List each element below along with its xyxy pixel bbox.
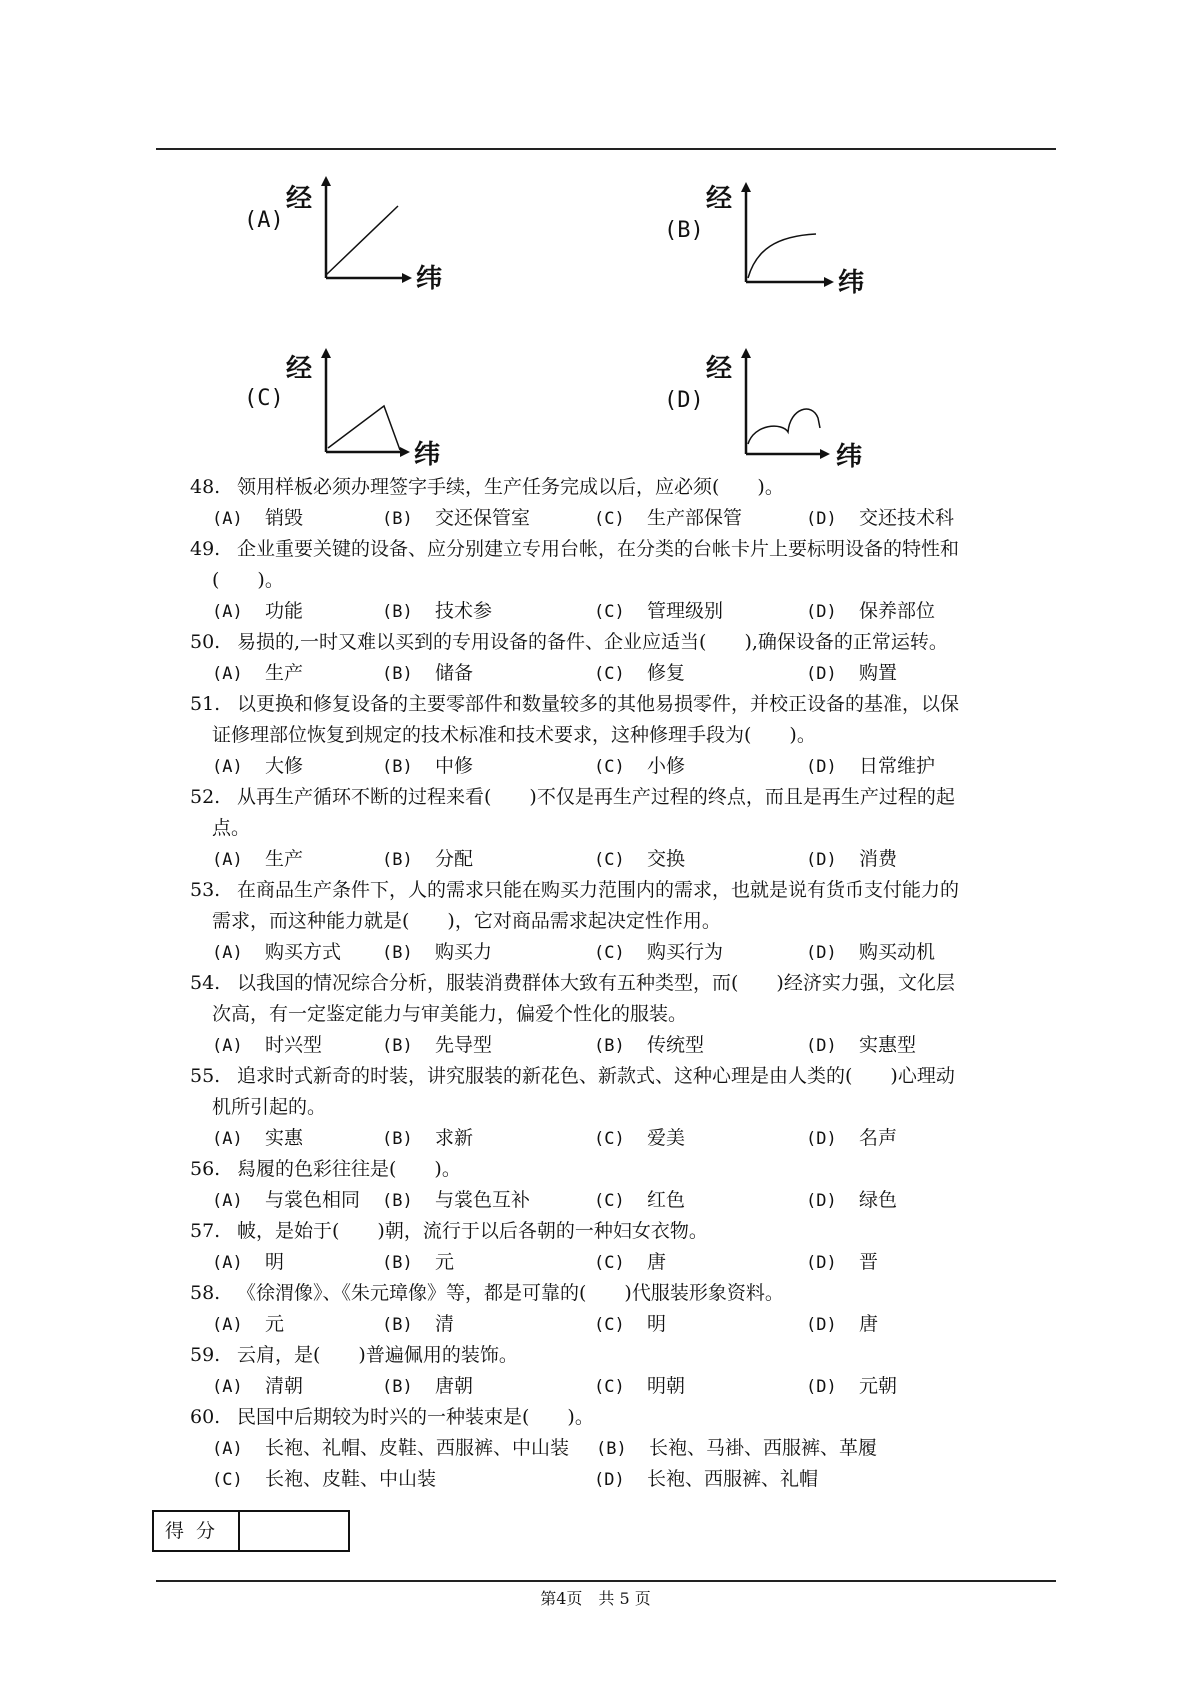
question-text: 易损的,一时又难以买到的专用设备的备件、企业应适当( ),确保设备的正常运转。	[237, 631, 948, 653]
question-stem	[190, 472, 1060, 503]
option-letter: (B)	[382, 509, 413, 529]
option-letter: (D)	[806, 1315, 837, 1335]
option-text: 中修	[435, 755, 474, 777]
option-letter: (C)	[212, 1470, 243, 1490]
options-row	[190, 658, 1060, 689]
option-letter: (D)	[806, 757, 837, 777]
answer-option	[382, 596, 492, 628]
option-letter: (D)	[806, 943, 837, 963]
answer-option	[806, 1247, 878, 1279]
question-number: 56.	[190, 1158, 221, 1180]
option-letter: (A)	[212, 1191, 243, 1211]
option-letter: (C)	[594, 1191, 625, 1211]
option-text: 名声	[859, 1127, 898, 1149]
question-text: ( )。	[212, 569, 284, 591]
question-number: 54.	[190, 972, 221, 994]
answer-option	[212, 1371, 303, 1403]
question-stem	[190, 1340, 1060, 1371]
question-stem-continued	[190, 565, 1060, 596]
answer-option	[212, 937, 341, 969]
answer-option	[382, 844, 473, 876]
option-text: 购买方式	[265, 941, 342, 963]
question-item	[190, 1154, 1060, 1216]
question-stem-continued	[190, 813, 1060, 844]
question-stem	[190, 968, 1060, 999]
option-letter: (C)	[594, 757, 625, 777]
answer-option	[594, 596, 723, 628]
question-stem	[190, 782, 1060, 813]
option-text: 元朝	[859, 1375, 898, 1397]
option-letter: (A)	[212, 1253, 243, 1273]
option-text: 元	[265, 1313, 285, 1335]
answer-option	[806, 937, 935, 969]
answer-option	[596, 1433, 877, 1465]
option-text: 时兴型	[265, 1034, 323, 1056]
option-text: 先导型	[435, 1034, 493, 1056]
answer-option	[594, 844, 685, 876]
option-letter: (D)	[806, 1253, 837, 1273]
question-stem-continued	[190, 720, 1060, 751]
option-letter: (C)	[594, 1253, 625, 1273]
option-text: 交还技术科	[859, 507, 955, 529]
answer-option	[212, 1309, 284, 1341]
option-letter: (A)	[212, 1129, 243, 1149]
question-number: 53.	[190, 879, 221, 901]
answer-option	[594, 1123, 685, 1155]
option-letter: (B)	[382, 943, 413, 963]
option-text: 交换	[647, 848, 686, 870]
option-text: 元	[435, 1251, 455, 1273]
option-letter: (B)	[382, 1377, 413, 1397]
question-number: 58.	[190, 1282, 221, 1304]
answer-option	[806, 503, 954, 535]
options-row	[190, 1464, 1060, 1495]
option-letter: (D)	[806, 1036, 837, 1056]
question-item	[190, 534, 1060, 627]
options-row	[190, 503, 1060, 534]
options-row	[190, 1185, 1060, 1216]
option-text: 储备	[435, 662, 474, 684]
option-letter: (D)	[806, 602, 837, 622]
x-axis-label: 纬	[838, 268, 865, 298]
option-text: 明	[265, 1251, 285, 1273]
option-text: 销毁	[265, 507, 304, 529]
question-number: 60.	[190, 1406, 221, 1428]
option-letter: (B)	[382, 664, 413, 684]
answer-option	[212, 596, 303, 628]
answer-option	[212, 1123, 303, 1155]
page-footer: 第4页 共 5 页	[540, 1589, 651, 1608]
options-row	[190, 1030, 1060, 1061]
option-letter: (A)	[212, 1439, 243, 1459]
option-letter: (A)	[212, 1315, 243, 1335]
answer-option	[212, 1030, 322, 1062]
answer-option	[806, 1030, 916, 1062]
option-text: 交还保管室	[435, 507, 531, 529]
question-item	[190, 968, 1060, 1061]
option-text: 管理级别	[647, 600, 724, 622]
option-text: 修复	[647, 662, 686, 684]
question-item	[190, 627, 1060, 689]
question-stem-continued	[190, 906, 1060, 937]
graph-label: (D)	[664, 388, 704, 413]
question-stem-continued	[190, 999, 1060, 1030]
option-letter: (A)	[212, 757, 243, 777]
question-text: 企业重要关键的设备、应分别建立专用台帐，在分类的台帐卡片上要标明设备的特性和	[237, 538, 960, 560]
options-row	[190, 1309, 1060, 1340]
option-text: 技术参	[435, 600, 493, 622]
option-letter: (C)	[594, 1315, 625, 1335]
option-letter: (C)	[594, 943, 625, 963]
question-text: 云肩，是( )普遍佩用的装饰。	[237, 1344, 518, 1366]
answer-option	[806, 844, 897, 876]
question-stem	[190, 1154, 1060, 1185]
question-item	[190, 1402, 1060, 1495]
graph-a	[244, 178, 544, 318]
question-number: 52.	[190, 786, 221, 808]
answer-option	[594, 937, 723, 969]
option-letter: (B)	[382, 1191, 413, 1211]
answer-option	[212, 844, 303, 876]
options-row	[190, 1247, 1060, 1278]
option-text: 生产	[265, 848, 304, 870]
question-stem-continued	[190, 1092, 1060, 1123]
answer-option	[806, 658, 897, 690]
question-item	[190, 1061, 1060, 1154]
option-text: 实惠型	[859, 1034, 917, 1056]
y-axis-label: 经	[286, 354, 313, 384]
answer-option	[212, 751, 303, 783]
question-number: 49.	[190, 538, 221, 560]
option-letter: (B)	[596, 1439, 627, 1459]
question-text: 机所引起的。	[212, 1096, 327, 1118]
question-text: 次高，有一定鉴定能力与审美能力，偏爱个性化的服装。	[212, 1003, 688, 1025]
answer-option	[382, 1247, 454, 1279]
options-row	[190, 937, 1060, 968]
graph-label: (A)	[244, 208, 284, 233]
answer-option	[594, 503, 742, 535]
option-text: 生产	[265, 662, 304, 684]
question-number: 50.	[190, 631, 221, 653]
option-text: 唐朝	[435, 1375, 474, 1397]
option-letter: (B)	[382, 850, 413, 870]
option-letter: (A)	[212, 509, 243, 529]
answer-option	[806, 596, 935, 628]
question-text: 证修理部位恢复到规定的技术标准和技术要求，这种修理手段为( )。	[212, 724, 816, 746]
question-item	[190, 1216, 1060, 1278]
question-stem	[190, 1402, 1060, 1433]
options-row	[190, 751, 1060, 782]
answer-option	[594, 1371, 685, 1403]
answer-option	[806, 1185, 897, 1217]
option-letter: (D)	[806, 1129, 837, 1149]
y-axis-label: 经	[706, 354, 733, 384]
answer-option	[594, 1030, 704, 1062]
option-text: 长袍、马褂、西服裤、革履	[649, 1437, 878, 1459]
option-letter: (B)	[382, 602, 413, 622]
options-row	[190, 596, 1060, 627]
option-text: 清	[435, 1313, 455, 1335]
option-letter: (C)	[594, 1377, 625, 1397]
answer-option	[382, 1123, 473, 1155]
option-text: 求新	[435, 1127, 474, 1149]
option-text: 明	[647, 1313, 667, 1335]
footer-rule	[156, 1580, 1056, 1582]
answer-option	[594, 1247, 666, 1279]
option-text: 购买动机	[859, 941, 936, 963]
answer-option	[382, 751, 473, 783]
answer-option	[594, 1185, 685, 1217]
score-label: 得分	[154, 1512, 240, 1550]
options-row	[190, 1433, 1060, 1464]
answer-option	[806, 751, 935, 783]
question-text: 需求，而这种能力就是( )，它对商品需求起决定性作用。	[212, 910, 721, 932]
graph-label: (C)	[244, 386, 284, 411]
answer-option	[212, 658, 303, 690]
option-text: 购置	[859, 662, 898, 684]
answer-option	[806, 1123, 897, 1155]
question-text: 帔，是始于( )朝，流行于以后各朝的一种妇女衣物。	[237, 1220, 708, 1242]
option-text: 大修	[265, 755, 304, 777]
answer-option	[594, 751, 685, 783]
graph-d	[664, 348, 964, 488]
header-rule	[156, 148, 1056, 150]
question-number: 48.	[190, 476, 221, 498]
question-text: 领用样板必须办理签字手续，生产任务完成以后，应必须( )。	[237, 476, 784, 498]
answer-option	[382, 1371, 473, 1403]
question-stem	[190, 1216, 1060, 1247]
option-letter: (B)	[382, 757, 413, 777]
option-letter: (B)	[382, 1315, 413, 1335]
option-text: 消费	[859, 848, 898, 870]
question-text: 在商品生产条件下，人的需求只能在购买力范围内的需求，也就是说有货币支付能力的	[237, 879, 960, 901]
answer-option	[382, 1185, 530, 1217]
question-number: 51.	[190, 693, 221, 715]
question-text: 民国中后期较为时兴的一种装束是( )。	[237, 1406, 594, 1428]
question-item	[190, 1278, 1060, 1340]
option-text: 长袍、皮鞋、中山装	[265, 1468, 437, 1490]
question-text: 以我国的情况综合分析，服装消费群体大致有五种类型，而( )经济实力强，文化层	[237, 972, 955, 994]
question-stem	[190, 627, 1060, 658]
option-text: 明朝	[647, 1375, 686, 1397]
option-text: 小修	[647, 755, 686, 777]
answer-option	[212, 1433, 569, 1465]
option-text: 长袍、西服裤、礼帽	[647, 1468, 819, 1490]
question-item	[190, 472, 1060, 534]
x-axis-label: 纬	[416, 264, 443, 294]
option-letter: (A)	[212, 850, 243, 870]
option-text: 购买力	[435, 941, 493, 963]
option-letter: (B)	[594, 1036, 625, 1056]
option-letter: (C)	[594, 1129, 625, 1149]
answer-option	[212, 1185, 360, 1217]
graph-c	[244, 348, 544, 488]
option-letter: (B)	[382, 1036, 413, 1056]
options-row	[190, 1371, 1060, 1402]
question-stem	[190, 534, 1060, 565]
option-text: 功能	[265, 600, 304, 622]
question-item	[190, 782, 1060, 875]
answer-option	[806, 1371, 897, 1403]
answer-option	[594, 658, 685, 690]
option-letter: (A)	[212, 1036, 243, 1056]
option-letter: (D)	[806, 664, 837, 684]
question-item	[190, 1340, 1060, 1402]
y-axis-label: 经	[286, 184, 313, 214]
option-letter: (A)	[212, 664, 243, 684]
answer-option	[594, 1309, 666, 1341]
option-letter: (A)	[212, 1377, 243, 1397]
option-text: 红色	[647, 1189, 686, 1211]
question-number: 57.	[190, 1220, 221, 1242]
option-letter: (D)	[594, 1470, 625, 1490]
option-text: 生产部保管	[647, 507, 743, 529]
option-letter: (A)	[212, 602, 243, 622]
score-box	[152, 1510, 350, 1552]
answer-option	[212, 1464, 436, 1496]
option-text: 传统型	[647, 1034, 705, 1056]
option-letter: (D)	[806, 1191, 837, 1211]
option-letter: (A)	[212, 943, 243, 963]
option-text: 长袍、礼帽、皮鞋、西服裤、中山装	[265, 1437, 570, 1459]
option-letter: (D)	[806, 1377, 837, 1397]
question-stem	[190, 689, 1060, 720]
option-text: 晋	[859, 1251, 879, 1273]
x-axis-label: 纬	[836, 442, 863, 472]
option-text: 分配	[435, 848, 474, 870]
options-row	[190, 844, 1060, 875]
graph-label: (B)	[664, 218, 704, 243]
answer-option	[594, 1464, 818, 1496]
option-letter: (C)	[594, 602, 625, 622]
option-text: 与裳色互补	[435, 1189, 531, 1211]
answer-option	[382, 1030, 492, 1062]
question-text: 《徐渭像》、《朱元璋像》等，都是可靠的( )代服装形象资料。	[237, 1282, 784, 1304]
option-text: 爱美	[647, 1127, 686, 1149]
option-text: 与裳色相同	[265, 1189, 361, 1211]
answer-option	[382, 937, 492, 969]
answer-option	[212, 503, 303, 535]
answer-option	[806, 1309, 878, 1341]
option-letter: (B)	[382, 1253, 413, 1273]
question-text: 从再生产循环不断的过程来看( )不仅是再生产过程的终点，而且是再生产过程的起	[237, 786, 955, 808]
question-number: 59.	[190, 1344, 221, 1366]
option-letter: (C)	[594, 664, 625, 684]
option-text: 实惠	[265, 1127, 304, 1149]
question-text: 舄履的色彩往往是( )。	[237, 1158, 461, 1180]
question-number: 55.	[190, 1065, 221, 1087]
option-text: 购买行为	[647, 941, 724, 963]
graph-a-plot	[244, 178, 444, 298]
option-text: 绿色	[859, 1189, 898, 1211]
question-text: 以更换和修复设备的主要零部件和数量较多的其他易损零件，并校正设备的基准，以保	[237, 693, 960, 715]
question-stem	[190, 1278, 1060, 1309]
option-letter: (C)	[594, 509, 625, 529]
option-letter: (D)	[806, 509, 837, 529]
option-text: 唐	[647, 1251, 667, 1273]
options-row	[190, 1123, 1060, 1154]
answer-option	[382, 1309, 454, 1341]
question-stem	[190, 875, 1060, 906]
answer-option	[382, 658, 473, 690]
question-item	[190, 689, 1060, 782]
option-text: 清朝	[265, 1375, 304, 1397]
question-item	[190, 875, 1060, 968]
option-text: 日常维护	[859, 755, 936, 777]
answer-option	[382, 503, 530, 535]
option-text: 保养部位	[859, 600, 936, 622]
question-text: 追求时式新奇的时装，讲究服装的新花色、新款式、这种心理是由人类的( )心理动	[237, 1065, 955, 1087]
y-axis-label: 经	[706, 184, 733, 214]
question-text: 点。	[212, 817, 251, 839]
option-letter: (C)	[594, 850, 625, 870]
option-letter: (B)	[382, 1129, 413, 1149]
option-text: 唐	[859, 1313, 879, 1335]
question-stem	[190, 1061, 1060, 1092]
answer-option	[212, 1247, 284, 1279]
option-letter: (D)	[806, 850, 837, 870]
question-list	[190, 472, 1060, 1495]
x-axis-label: 纬	[414, 440, 441, 470]
graph-b	[664, 178, 964, 318]
